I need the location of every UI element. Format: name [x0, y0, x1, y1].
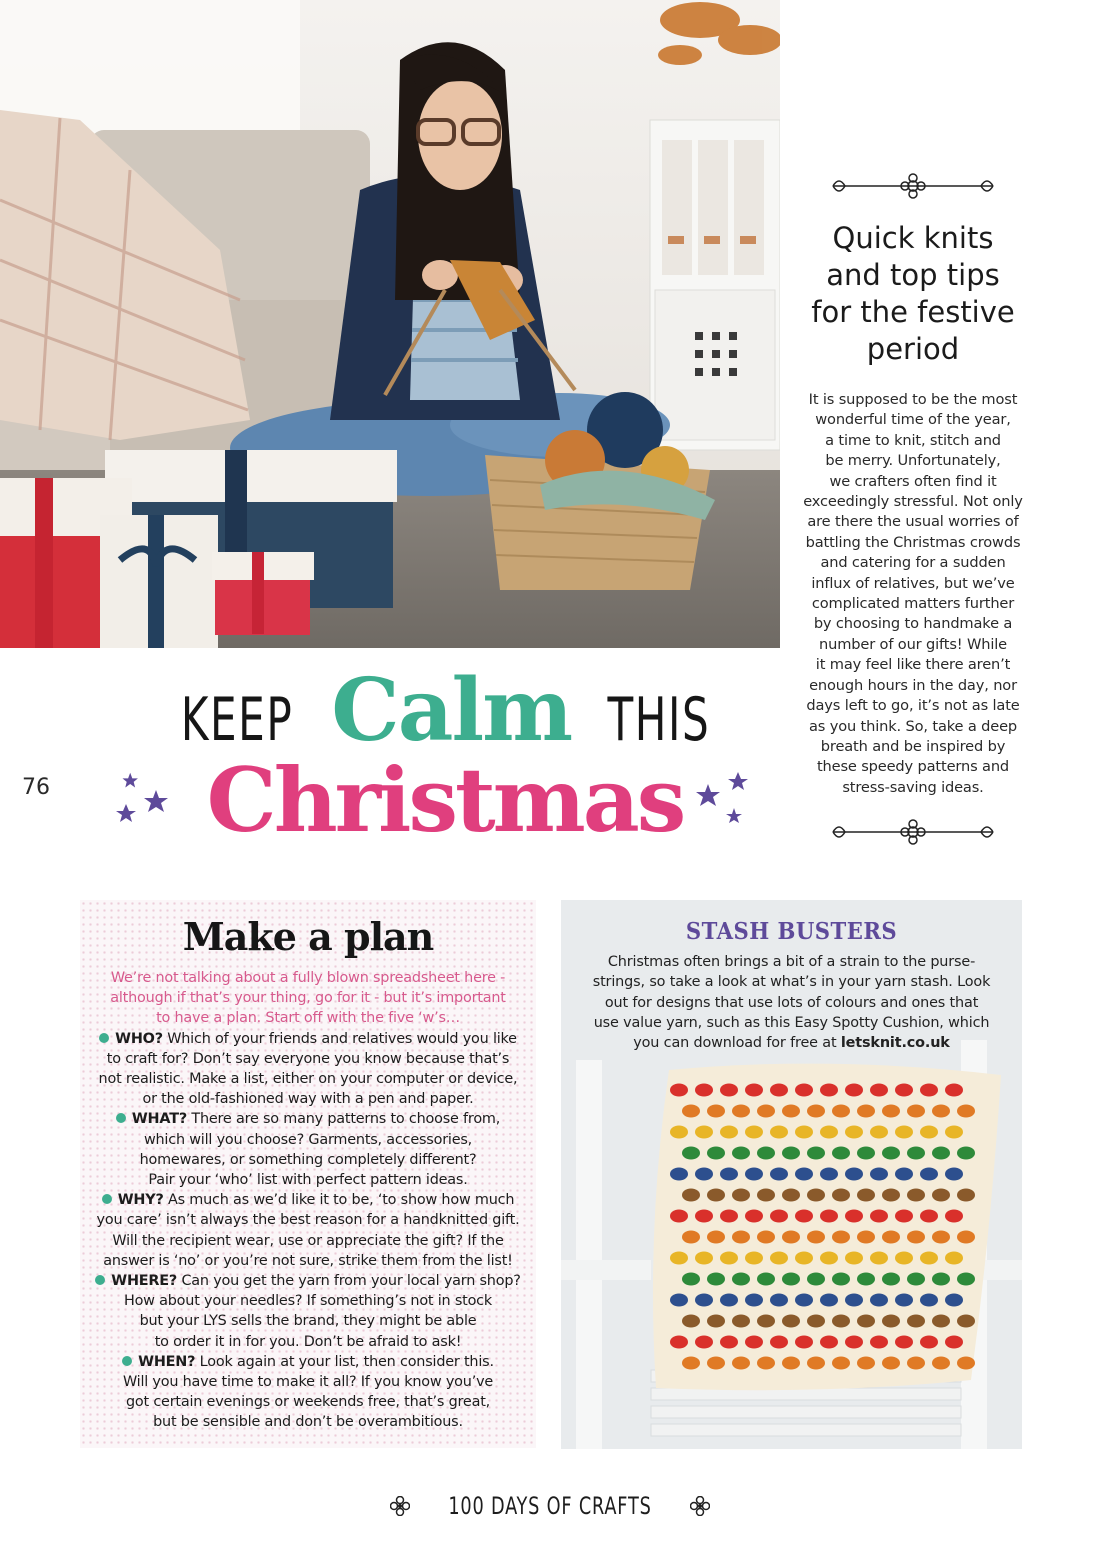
plan-item-label: WHAT?: [131, 1111, 187, 1128]
cushion-spot: [770, 1336, 788, 1349]
cushion-spot: [832, 1315, 850, 1328]
cushion-spot: [957, 1357, 975, 1370]
cushion-spot: [695, 1084, 713, 1097]
cushion-spot: [870, 1252, 888, 1265]
cushion-spot: [845, 1126, 863, 1139]
cushion-spot: [782, 1273, 800, 1286]
cushion-spot: [795, 1168, 813, 1181]
cushion-spot: [707, 1189, 725, 1202]
cushion-spot: [757, 1231, 775, 1244]
plan-item-line: How about your needles? If something’s not in stock: [123, 1293, 493, 1310]
plan-item-why: [86, 1190, 530, 1271]
sidebar-line: it may feel like there aren’t: [815, 656, 1011, 674]
cushion-spot: [807, 1231, 825, 1244]
sidebar-line: breath and be inspired by: [820, 737, 1006, 755]
cushion-spot: [957, 1273, 975, 1286]
cushion-spot: [895, 1336, 913, 1349]
bullet-icon: [95, 1275, 105, 1285]
cushion-spot: [695, 1294, 713, 1307]
cushion-spot: [832, 1357, 850, 1370]
cushion-spot: [857, 1189, 875, 1202]
plan-item-line: homewares, or something completely different?: [139, 1151, 477, 1168]
cushion-spot: [820, 1168, 838, 1181]
bullet-icon: [99, 1033, 109, 1043]
headline-this: THIS: [607, 685, 711, 755]
cushion-spot: [957, 1315, 975, 1328]
sidebar-line: are there the usual worries of: [807, 513, 1019, 531]
cushion-spot: [807, 1315, 825, 1328]
sidebar-line: wonderful time of the year,: [815, 411, 1011, 429]
sidebar-intro: [796, 170, 1030, 848]
cushion-spot: [720, 1252, 738, 1265]
cushion-spot: [832, 1273, 850, 1286]
cushion-spot: [857, 1105, 875, 1118]
cushion-spot: [782, 1315, 800, 1328]
cushion-spot: [907, 1273, 925, 1286]
cushion-spot: [870, 1336, 888, 1349]
cushion-spot: [820, 1126, 838, 1139]
cushion-spot: [932, 1315, 950, 1328]
sidebar-line: exceedingly stressful. Not only: [803, 493, 1023, 511]
cushion-spot: [820, 1294, 838, 1307]
cushion-spot: [770, 1168, 788, 1181]
headline-calm: Calm: [331, 660, 572, 761]
page-footer: [0, 1492, 1100, 1520]
cushion-spot: [857, 1147, 875, 1160]
cushion-spot: [945, 1126, 963, 1139]
sidebar-line: by choosing to handmake a: [813, 615, 1013, 633]
plan-item-text: Can you get the yarn from your local yarn shop?: [177, 1273, 521, 1290]
cushion-spot: [757, 1315, 775, 1328]
sidebar-line: influx of relatives, but we’ve: [811, 574, 1015, 592]
plan-intro-line: We’re not talking about a fully blown spreadsheet here -: [110, 970, 506, 986]
stars-right-icon: [692, 770, 756, 830]
cushion-spot: [757, 1273, 775, 1286]
stash-line: strings, so take a look at what’s in your yarn stash. Look: [592, 974, 991, 991]
cushion-spot: [732, 1105, 750, 1118]
cushion-spot: [745, 1210, 763, 1223]
plan-item-line: got certain evenings or weekends free, that’s great,: [125, 1394, 491, 1411]
cushion-spot: [945, 1210, 963, 1223]
cushion-spot: [932, 1147, 950, 1160]
bullet-icon: [122, 1356, 132, 1366]
cushion-spot: [870, 1168, 888, 1181]
cushion-spot: [945, 1168, 963, 1181]
cushion-spot: [907, 1231, 925, 1244]
cushion-spot: [820, 1252, 838, 1265]
plan-item-line: but be sensible and don’t be overambitious.: [153, 1414, 463, 1431]
cushion-spot: [782, 1147, 800, 1160]
cushion-spot: [782, 1357, 800, 1370]
stash-title: STASH BUSTERS: [685, 918, 898, 945]
cushion-spot: [845, 1084, 863, 1097]
cushion-spot: [795, 1336, 813, 1349]
cushion-spot: [682, 1105, 700, 1118]
cushion-spot: [882, 1357, 900, 1370]
plan-item-line: Will you have time to make it all? If you know you’ve: [122, 1374, 494, 1391]
cushion-spot: [895, 1252, 913, 1265]
cushion-spot: [920, 1336, 938, 1349]
headline-christmas: Christmas: [206, 748, 684, 852]
plan-item-line: answer is ‘no’ or you’re not sure, strike them from the list!: [103, 1252, 513, 1269]
stash-line-prefix: you can download for free at: [633, 1035, 841, 1052]
stash-line: use value yarn, such as this Easy Spotty Cushion, which: [593, 1014, 990, 1031]
cushion-spot: [920, 1168, 938, 1181]
cushion-spot: [695, 1210, 713, 1223]
sidebar-title-line: and top tips: [826, 258, 1000, 292]
cushion-spot: [782, 1105, 800, 1118]
cushion-spot: [920, 1252, 938, 1265]
cushion-spot: [932, 1357, 950, 1370]
cushion-spot: [870, 1126, 888, 1139]
flower-icon: [690, 1496, 710, 1516]
cushion-spot: [720, 1084, 738, 1097]
cushion-spot: [807, 1147, 825, 1160]
cushion-spot: [707, 1231, 725, 1244]
cushion-spot: [707, 1105, 725, 1118]
plan-item-line: Pair your ‘who’ list with perfect pattern ideas.: [148, 1172, 468, 1189]
plan-item-when: [86, 1352, 530, 1433]
plan-item-line: not realistic. Make a list, either on your computer or device,: [98, 1071, 518, 1088]
cushion-spot: [845, 1168, 863, 1181]
sidebar-body: [796, 390, 1030, 798]
cushion-spot: [770, 1210, 788, 1223]
cushion-spot: [957, 1147, 975, 1160]
cushion-spot: [845, 1252, 863, 1265]
bullet-icon: [116, 1113, 126, 1123]
cushion-spot: [720, 1294, 738, 1307]
cushion-spot: [882, 1315, 900, 1328]
cushion-spot: [807, 1105, 825, 1118]
cushion-spot: [795, 1294, 813, 1307]
cushion-spot: [920, 1126, 938, 1139]
cushion-spot: [895, 1126, 913, 1139]
cushion-spot: [857, 1315, 875, 1328]
cushion-spot: [907, 1315, 925, 1328]
cushion-spot: [732, 1231, 750, 1244]
stash-line: out for designs that use lots of colours and ones that: [604, 994, 979, 1011]
cushion-spot: [907, 1147, 925, 1160]
cushion-spot: [745, 1252, 763, 1265]
sidebar-line: battling the Christmas crowds: [805, 533, 1021, 551]
sidebar-line: as you think. So, take a deep: [808, 717, 1018, 735]
sidebar-title: [796, 220, 1030, 368]
cushion-spot: [757, 1357, 775, 1370]
plan-item-label: WHO?: [115, 1030, 163, 1047]
cushion-spot: [795, 1252, 813, 1265]
cushion-spot: [820, 1336, 838, 1349]
cushion-spot: [857, 1231, 875, 1244]
sidebar-title-line: for the festive: [811, 295, 1015, 329]
plan-item-line: or the old-fashioned way with a pen and paper.: [142, 1091, 474, 1108]
cushion-spot: [882, 1273, 900, 1286]
cushion-spot: [707, 1315, 725, 1328]
cushion-spot: [670, 1210, 688, 1223]
cushion-spot: [695, 1168, 713, 1181]
cushion-spot: [945, 1084, 963, 1097]
cushion-spot: [770, 1294, 788, 1307]
cushion-spot: [882, 1105, 900, 1118]
cushion-spot: [945, 1294, 963, 1307]
plan-title: Make a plan: [182, 914, 434, 959]
cushion-spot: [795, 1126, 813, 1139]
cushion-spot: [670, 1336, 688, 1349]
cushion-spot: [770, 1252, 788, 1265]
cushion-spot: [707, 1357, 725, 1370]
bullet-icon: [102, 1194, 112, 1204]
cushion-spot: [882, 1231, 900, 1244]
cushion-spot: [895, 1168, 913, 1181]
hero-photo: [0, 0, 780, 648]
letsknit-link[interactable]: letsknit.co.uk: [840, 1035, 950, 1052]
cushion-spot: [895, 1084, 913, 1097]
cushion-spot: [695, 1252, 713, 1265]
stash-line: Christmas often brings a bit of a strain to the purse-: [607, 954, 976, 970]
plan-item-label: WHEN?: [138, 1353, 196, 1370]
plan-item-text: There are so many patterns to choose from,: [186, 1111, 501, 1128]
cushion-spot: [670, 1084, 688, 1097]
sidebar-line: be merry. Unfortunately,: [825, 452, 1001, 470]
cushion-spot: [957, 1105, 975, 1118]
plan-item-line: but your LYS sells the brand, they might be able: [139, 1313, 477, 1330]
knitting-woman-illustration: [0, 0, 780, 648]
cushion-spot: [732, 1315, 750, 1328]
cushion-spot: [795, 1084, 813, 1097]
cushion-spot: [682, 1315, 700, 1328]
cushion-spot: [832, 1189, 850, 1202]
sidebar-line: It is supposed to be the most: [808, 391, 1018, 408]
sidebar-line: stress-saving ideas.: [842, 778, 984, 796]
plan-item-line: you care’ isn’t always the best reason for a handknitted gift.: [96, 1212, 520, 1229]
cushion-spot: [745, 1336, 763, 1349]
cushion-spot: [920, 1084, 938, 1097]
cushion-spot: [745, 1126, 763, 1139]
cushion-spot: [720, 1168, 738, 1181]
headline-keep: KEEP: [180, 685, 294, 755]
cushion-spot: [707, 1147, 725, 1160]
page-number: 76: [22, 775, 50, 800]
plan-item-label: WHY?: [117, 1192, 164, 1209]
cushion-spot: [682, 1357, 700, 1370]
sidebar-line: number of our gifts! While: [819, 635, 1007, 653]
cushion-spot: [920, 1210, 938, 1223]
plan-item-line: which will you choose? Garments, accessories,: [143, 1131, 473, 1148]
cushion-spot: [820, 1210, 838, 1223]
cushion-spot: [782, 1231, 800, 1244]
plan-item-line: to order it in for you. Don’t be afraid to ask!: [154, 1333, 462, 1350]
cushion-spot: [670, 1294, 688, 1307]
cushion-spot: [682, 1189, 700, 1202]
make-a-plan-box: [80, 900, 536, 1448]
plan-item-who: [86, 1029, 530, 1110]
cushion-spot: [932, 1105, 950, 1118]
plan-intro-line: to have a plan. Start off with the five ‘w’s…: [156, 1010, 460, 1027]
floral-divider-icon: [823, 170, 1003, 200]
cushion-spot: [807, 1189, 825, 1202]
cushion-spot: [832, 1147, 850, 1160]
cushion-spot: [845, 1294, 863, 1307]
cushion-spot: [857, 1273, 875, 1286]
cushion-spot: [882, 1189, 900, 1202]
cushion-spot: [832, 1231, 850, 1244]
cushion-spot: [795, 1210, 813, 1223]
cushion-spot: [732, 1273, 750, 1286]
sidebar-title-line: period: [866, 332, 960, 366]
cushion-spot: [695, 1336, 713, 1349]
cushion-spot: [870, 1294, 888, 1307]
cushion-spot: [670, 1252, 688, 1265]
plan-item-line: to craft for? Don’t say everyone you know because that’s: [106, 1050, 510, 1067]
stash-body: [581, 952, 1002, 1053]
sidebar-title-line: Quick knits: [832, 221, 994, 255]
plan-item-line: Will the recipient wear, use or appreciate the gift? If the: [112, 1232, 504, 1249]
cushion-spot: [945, 1252, 963, 1265]
cushion-spot: [932, 1189, 950, 1202]
cushion-spot: [932, 1231, 950, 1244]
stash-busters-box: [561, 900, 1022, 1449]
cushion-spot: [757, 1147, 775, 1160]
plan-item-text: Which of your friends and relatives would you like: [162, 1030, 517, 1047]
cushion-spot: [695, 1126, 713, 1139]
cushion-spot: [857, 1357, 875, 1370]
cushion-spot: [732, 1147, 750, 1160]
sidebar-line: days left to go, it’s not as late: [806, 697, 1020, 715]
cushion-spot: [845, 1210, 863, 1223]
stash-line: [581, 1033, 1002, 1053]
cushion-spot: [720, 1126, 738, 1139]
cushion-spot: [832, 1105, 850, 1118]
plan-item-label: WHERE?: [111, 1273, 178, 1290]
cushion-spot: [770, 1126, 788, 1139]
cushion-spot: [957, 1189, 975, 1202]
cushion-spot: [745, 1294, 763, 1307]
cushion-spot: [807, 1357, 825, 1370]
plan-item-text: Look again at your list, then consider this.: [195, 1353, 494, 1370]
flower-icon: [390, 1496, 410, 1516]
plan-intro-line: although if that’s your thing, go for it - but it’s important: [110, 990, 506, 1007]
cushion-spot: [845, 1336, 863, 1349]
cushion-spot: [870, 1084, 888, 1097]
footer-title: 100 DAYS OF CRAFTS: [448, 1492, 652, 1520]
stars-left-icon: [112, 770, 176, 830]
cushion-spot: [907, 1189, 925, 1202]
cushion-spot: [770, 1084, 788, 1097]
cushion-spot: [682, 1147, 700, 1160]
cushion-spot: [720, 1210, 738, 1223]
cushion-spot: [720, 1336, 738, 1349]
plan-item-what: [86, 1109, 530, 1190]
plan-intro: [86, 968, 530, 1029]
cushion-spot: [757, 1189, 775, 1202]
sidebar-line: and catering for a sudden: [820, 554, 1006, 572]
sidebar-line: complicated matters further: [811, 595, 1015, 613]
sidebar-line: a time to knit, stitch and: [825, 431, 1001, 449]
cushion-spot: [870, 1210, 888, 1223]
sidebar-line: we crafters often find it: [829, 472, 997, 490]
cushion-spot: [807, 1273, 825, 1286]
plan-item-where: [86, 1271, 530, 1352]
cushion-spot: [932, 1273, 950, 1286]
cushion-spot: [732, 1357, 750, 1370]
cushion-spot: [745, 1168, 763, 1181]
cushion-spot: [907, 1105, 925, 1118]
sidebar-line: these speedy patterns and: [816, 758, 1010, 776]
plan-item-text: As much as we’d like it to be, ‘to show how much: [163, 1192, 515, 1209]
cushion-spot: [882, 1147, 900, 1160]
sidebar-line: enough hours in the day, nor: [809, 676, 1017, 694]
cushion-spot: [820, 1084, 838, 1097]
cushion-spot: [707, 1273, 725, 1286]
cushion-spot: [945, 1336, 963, 1349]
cushion-spot: [682, 1273, 700, 1286]
cushion-spot: [907, 1357, 925, 1370]
cushion-spot: [732, 1189, 750, 1202]
cushion-spot: [920, 1294, 938, 1307]
cushion-spot: [670, 1126, 688, 1139]
headline: [180, 660, 711, 852]
cushion-spot: [957, 1231, 975, 1244]
cushion-spot: [895, 1294, 913, 1307]
cushion-spot: [895, 1210, 913, 1223]
cushion-spot: [745, 1084, 763, 1097]
floral-divider-icon: [823, 818, 1003, 848]
cushion-spot: [757, 1105, 775, 1118]
headline-line-1: [180, 660, 711, 761]
cushion-spot: [682, 1231, 700, 1244]
cushion-spot: [782, 1189, 800, 1202]
cushion-spot: [670, 1168, 688, 1181]
